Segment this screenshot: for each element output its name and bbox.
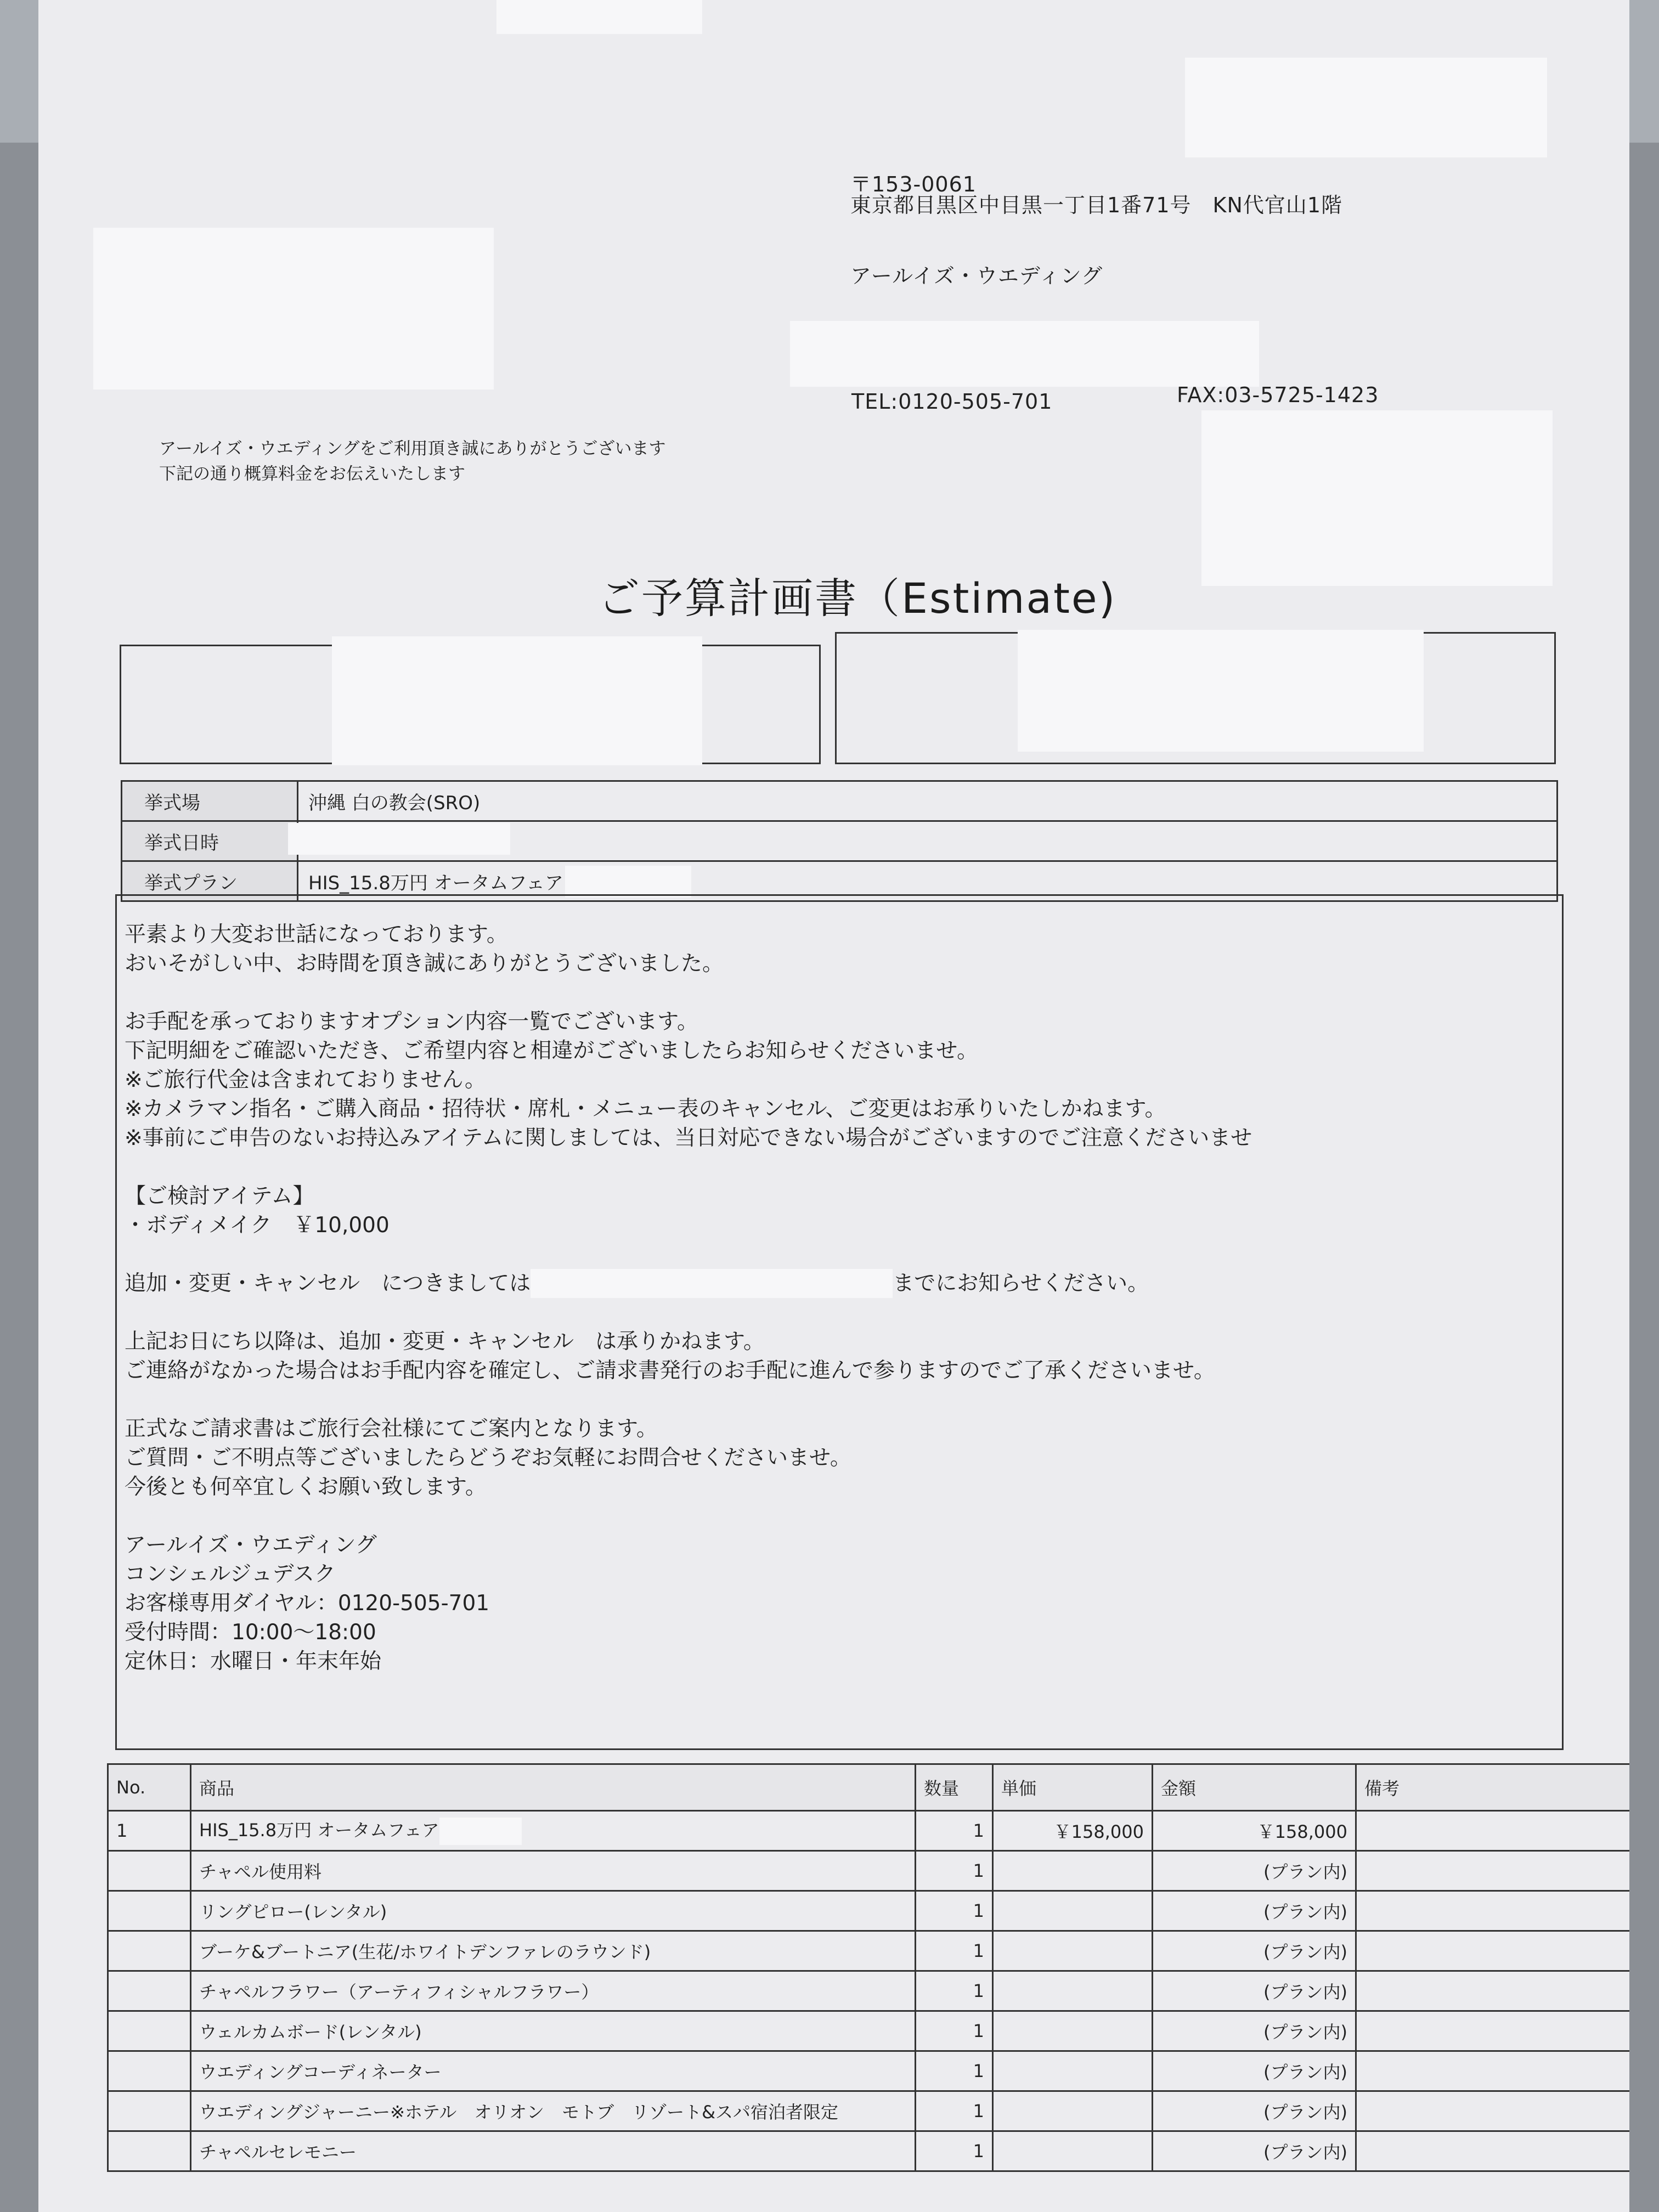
redaction-block: [531, 1269, 893, 1298]
table-row: [108, 2131, 1630, 2171]
sender-fax: FAX:03-5725-1423: [1177, 383, 1379, 407]
table-row: [108, 1851, 1630, 1891]
date-label: 挙式日時: [122, 821, 298, 861]
message-line: 上記お日にち以降は、追加・変更・キャンセル は承りかねます。: [125, 1329, 765, 1354]
message-line: お手配を承っておりますオプション内容一覧でございます。: [125, 1009, 698, 1034]
redaction-block: [288, 823, 510, 855]
table-header-row: [108, 1764, 1630, 1811]
table-row: [108, 2091, 1630, 2131]
signature-line: お客様専用ダイヤル：0120-505-701: [125, 1591, 490, 1616]
redaction-block: [1201, 410, 1553, 586]
redaction-block: [332, 636, 702, 765]
redaction-block: [790, 321, 1259, 387]
message-line: ご質問・ご不明点等ございましたらどうぞお気軽にお問合せくださいませ。: [125, 1446, 851, 1470]
signature-line: コンシェルジュデスク: [125, 1562, 336, 1587]
row-note: [1356, 1891, 1630, 1931]
row-unit-price: [993, 1971, 1153, 2011]
redaction-block: [565, 866, 691, 898]
row-item: チャペルセレモニー: [191, 2131, 916, 2171]
message-line: 【ご検討アイテム】: [125, 1184, 314, 1209]
row-note: [1356, 2091, 1630, 2131]
row-note: [1356, 1931, 1630, 1971]
row-item: チャペル使用料: [191, 1851, 916, 1891]
redaction-block: [439, 1818, 522, 1845]
row-amount: (プラン内): [1153, 2051, 1356, 2091]
plan-label: 挙式プラン: [122, 861, 298, 901]
row-amount: (プラン内): [1153, 2091, 1356, 2131]
table-row: [108, 1931, 1630, 1971]
items-table: [107, 1763, 1629, 2172]
sender-company: アールイズ・ウエディング: [850, 264, 1103, 288]
header-no: No.: [108, 1764, 191, 1811]
document-title: ご予算計画書（Estimate): [598, 574, 1117, 623]
message-line: ※ご旅行代金は含まれておりません。: [125, 1068, 487, 1092]
sender-address: 東京都目黒区中目黒一丁目1番71号 KN代官山1階: [850, 193, 1343, 217]
row-note: [1356, 1851, 1630, 1891]
signature-line: 定休日：水曜日・年末年始: [125, 1649, 382, 1674]
row-qty: 1: [916, 2131, 993, 2171]
header-qty: 数量: [916, 1764, 993, 1811]
row-amount: (プラン内): [1153, 2011, 1356, 2051]
message-line: ご連絡がなかった場合はお手配内容を確定し、ご請求書発行のお手配に進んで参りますのでご了承くださいませ。: [125, 1358, 1215, 1383]
row-qty: 1: [916, 1931, 993, 1971]
deadline-text: 追加・変更・キャンセル につきましては: [125, 1271, 531, 1296]
row-qty: 1: [916, 1811, 993, 1851]
row-no: [108, 2131, 191, 2171]
table-row: [108, 1891, 1630, 1931]
header-amount: 金額: [1153, 1764, 1356, 1811]
redaction-block: [1185, 58, 1547, 157]
venue-label: 挙式場: [122, 781, 298, 821]
row-unit-price: [993, 1891, 1153, 1931]
estimate-document: [38, 0, 1629, 2212]
row-no: [108, 1851, 191, 1891]
row-no: [108, 2091, 191, 2131]
table-row: [108, 1971, 1630, 2011]
row-unit-price: [993, 1931, 1153, 1971]
row-note: [1356, 2011, 1630, 2051]
row-item: ウエディングジャーニー※ホテル オリオン モトブ リゾート&スパ宿泊者限定: [191, 2091, 916, 2131]
row-item: ブーケ&ブートニア(生花/ホワイトデンファレのラウンド): [191, 1931, 916, 1971]
row-no: 1: [108, 1811, 191, 1851]
deadline-text-end: までにお知らせください。: [893, 1271, 1149, 1296]
row-item: チャペルフラワー（アーティフィシャルフラワー）: [191, 1971, 916, 2011]
row-unit-price: [993, 2011, 1153, 2051]
row-note: [1356, 1811, 1630, 1851]
table-row: [122, 781, 1558, 821]
message-line: 平素より大変お世話になっております。: [125, 922, 508, 947]
row-amount: (プラン内): [1153, 2131, 1356, 2171]
row-item: ウェルカムボード(レンタル): [191, 2011, 916, 2051]
redaction-block: [93, 228, 494, 390]
row-item: リングピロー(レンタル): [191, 1891, 916, 1931]
postal-code: 〒153-0061: [850, 172, 977, 196]
row-no: [108, 1891, 191, 1931]
table-row: [108, 1811, 1630, 1851]
row-unit-price: [993, 2131, 1153, 2171]
row-amount: ￥158,000: [1153, 1811, 1356, 1851]
message-line: 正式なご請求書はご旅行会社様にてご案内となります。: [125, 1417, 658, 1441]
row-unit-price: [993, 1851, 1153, 1891]
row-no: [108, 1931, 191, 1971]
row-item: ウエディングコーディネーター: [191, 2051, 916, 2091]
row-item: HIS_15.8万円 オータムフェア: [191, 1811, 916, 1851]
message-box: [115, 894, 1564, 1750]
greeting-line-1: アールイズ・ウエディングをご利用頂き誠にありがとうございます: [159, 439, 666, 459]
row-note: [1356, 1971, 1630, 2011]
header-unit-price: 単価: [993, 1764, 1153, 1811]
row-amount: (プラン内): [1153, 1931, 1356, 1971]
redaction-block: [1018, 630, 1424, 752]
row-amount: (プラン内): [1153, 1851, 1356, 1891]
message-line: 下記明細をご確認いただき、ご希望内容と相違がございましたらお知らせくださいませ。: [125, 1039, 979, 1063]
message-line: ※事前にご申告のないお持込みアイテムに関しましては、当日対応できない場合がございますのでご注意くださいませ: [125, 1126, 1252, 1150]
message-line: [125, 1269, 1556, 1298]
row-note: [1356, 2131, 1630, 2171]
header-item: 商品: [191, 1764, 916, 1811]
row-note: [1356, 2051, 1630, 2091]
row-no: [108, 2011, 191, 2051]
row-qty: 1: [916, 2091, 993, 2131]
row-amount: (プラン内): [1153, 1891, 1356, 1931]
table-row: [108, 2011, 1630, 2051]
row-no: [108, 1971, 191, 2011]
venue-value: 沖縄 白の教会(SRO): [298, 781, 1558, 821]
sender-tel: TEL:0120-505-701: [851, 390, 1053, 414]
row-qty: 1: [916, 1851, 993, 1891]
message-line: ・ボディメイク ￥10,000: [125, 1213, 390, 1238]
message-line: 今後とも何卒宜しくお願い致します。: [125, 1475, 487, 1499]
row-unit-price: [993, 2091, 1153, 2131]
plan-value: HIS_15.8万円 オータムフェア: [298, 861, 1558, 901]
signature-line: アールイズ・ウエディング: [125, 1533, 377, 1558]
message-line: おいそがしい中、お時間を頂き誠にありがとうございました。: [125, 951, 724, 976]
signature-line: 受付時間：10:00〜18:00: [125, 1620, 376, 1645]
row-no: [108, 2051, 191, 2091]
table-row: [108, 2051, 1630, 2091]
message-line: ※カメラマン指名・ご購入商品・招待状・席札・メニュー表のキャンセル、ご変更はお承りいたしかねます。: [125, 1097, 1166, 1121]
row-qty: 1: [916, 1971, 993, 2011]
row-amount: (プラン内): [1153, 1971, 1356, 2011]
row-unit-price: [993, 2051, 1153, 2091]
row-qty: 1: [916, 2011, 993, 2051]
row-qty: 1: [916, 1891, 993, 1931]
greeting-line-2: 下記の通り概算料金をお伝えいたします: [159, 464, 465, 484]
redaction-block: [496, 0, 702, 34]
row-unit-price: ￥158,000: [993, 1811, 1153, 1851]
row-qty: 1: [916, 2051, 993, 2091]
header-note: 備考: [1356, 1764, 1630, 1811]
